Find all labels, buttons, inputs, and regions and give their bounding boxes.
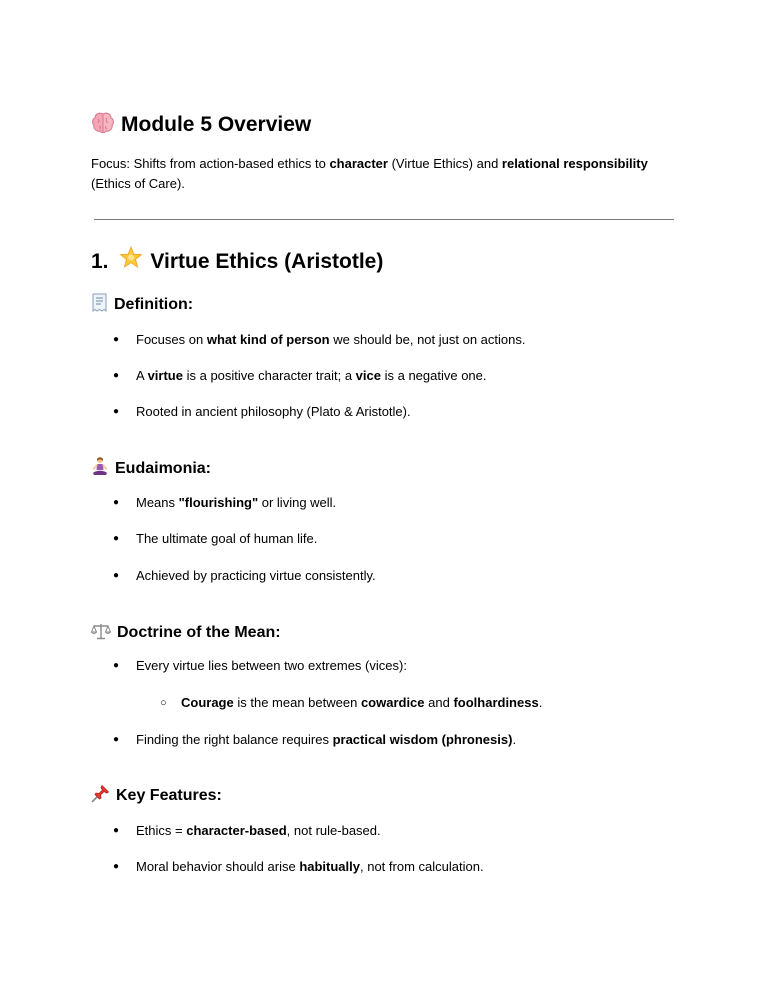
bold-text: character-based (186, 823, 287, 838)
section-heading (91, 245, 383, 278)
list-item (136, 367, 487, 385)
bold-text: vice (355, 368, 381, 383)
list-item (136, 403, 411, 421)
list-item (136, 494, 336, 512)
text: or living well. (258, 495, 337, 510)
text: Achieved by practicing virtue consistently. (136, 568, 376, 583)
text: is a negative one. (380, 368, 487, 383)
bold-text: "flourishing" (178, 495, 259, 510)
bold-text: virtue (147, 368, 183, 383)
focus-bold-relational: relational responsibility (501, 156, 648, 171)
pushpin-icon (91, 784, 110, 803)
bold-text: Courage (181, 695, 234, 710)
text: Finding the right balance requires (136, 732, 333, 747)
bold-text: cowardice (360, 695, 425, 710)
list-item (136, 731, 516, 749)
text: is the mean between (233, 695, 361, 710)
list-item (136, 567, 376, 585)
text: Rooted in ancient philosophy (Plato & Aristotle). (136, 404, 411, 419)
text: The ultimate goal of human life. (136, 531, 318, 546)
definition-heading-text: Definition: (114, 296, 194, 313)
module-title (91, 111, 311, 139)
eudaimonia-heading-text: Eudaimonia: (115, 460, 212, 477)
focus-text: Focus: Shifts from action-based ethics to (91, 156, 330, 171)
focus-bold-character: character (329, 156, 388, 171)
text: is a positive character trait; a (182, 368, 356, 383)
text: and (424, 695, 454, 710)
section-title: Virtue Ethics (Aristotle) (150, 250, 384, 273)
doctrine-heading (91, 622, 281, 644)
eudaimonia-heading (91, 456, 211, 480)
module-title-text: Module 5 Overview (121, 113, 312, 136)
bold-text: practical wisdom (phronesis) (332, 732, 513, 747)
text: A (136, 368, 148, 383)
focus-text: (Virtue Ethics) and (387, 156, 502, 171)
text: Means (136, 495, 179, 510)
receipt-icon (91, 293, 108, 312)
definition-heading (91, 293, 193, 316)
text: Every virtue lies between two extremes (vices): (136, 658, 407, 673)
list-item (136, 822, 381, 840)
bold-text: habitually (299, 859, 360, 874)
features-heading (91, 784, 222, 807)
list-item (136, 331, 525, 349)
text: Ethics = (136, 823, 187, 838)
list-item (136, 530, 317, 548)
text: . (538, 695, 543, 710)
focus-text: (Ethics of Care). (91, 176, 185, 191)
list-item (136, 858, 484, 876)
person-in-lotus-position-icon (91, 456, 109, 476)
sub-list-item (181, 694, 542, 712)
glowing-star-icon (118, 245, 144, 271)
doctrine-heading-text: Doctrine of the Mean: (117, 624, 281, 641)
text: Moral behavior should arise (136, 859, 300, 874)
text: . (512, 732, 517, 747)
bold-text: foolhardiness (453, 695, 539, 710)
balance-scale-icon (91, 622, 111, 640)
section-number: 1. (91, 250, 109, 273)
text: , not rule-based. (286, 823, 381, 838)
brain-icon (91, 112, 115, 134)
text: , not from calculation. (360, 859, 484, 874)
focus-paragraph (91, 154, 651, 194)
text: we should be, not just on actions. (329, 332, 526, 347)
list-item (136, 657, 407, 675)
text: Focuses on (136, 332, 207, 347)
features-heading-text: Key Features: (116, 787, 222, 804)
horizontal-divider (94, 219, 674, 220)
bold-text: what kind of person (206, 332, 330, 347)
